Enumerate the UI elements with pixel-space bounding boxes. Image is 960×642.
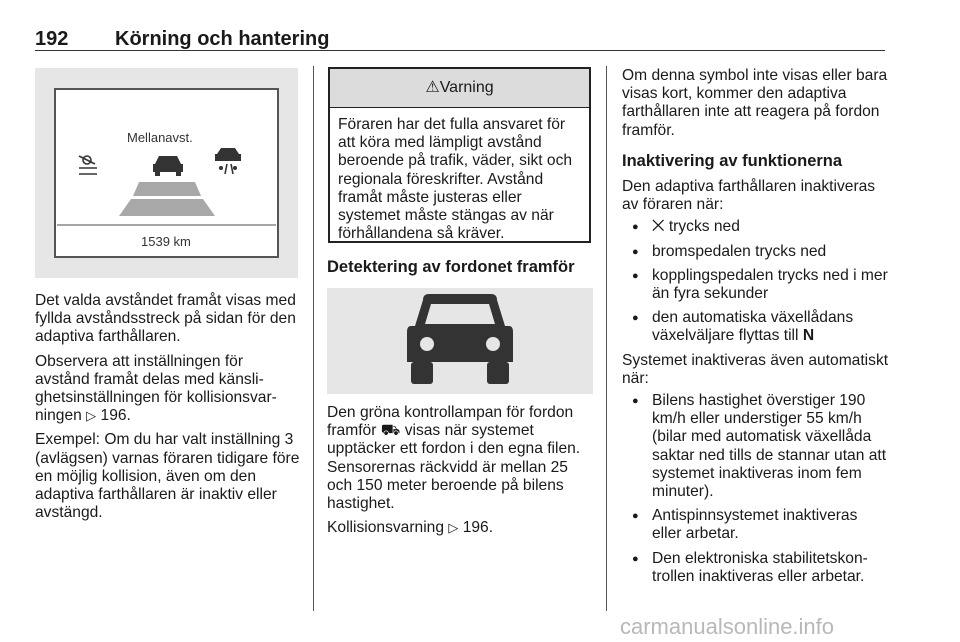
- header-rule: [35, 50, 885, 51]
- list-item: ● Den elektroniska stabilitetskontrollen inaktiveras eller arbetar.: [622, 550, 890, 586]
- column-1: [35, 292, 301, 528]
- deactivation-auto-list: [622, 392, 890, 586]
- column-divider-1: [313, 66, 314, 611]
- warning-text: Föraren har det fulla ansvaret för att köra med lämpligt avstånd beroende på trafik, väder, sikt och regionala föreskrifter. Avstånd framåt måste justeras eller systemet måste stängas av när förhållandena så kräver.: [338, 116, 573, 243]
- car-front-icon: [327, 288, 593, 394]
- warning-icon: ⚠: [425, 79, 440, 96]
- list-item: ● den automatiska växellådans växelväljare flyttas till N: [622, 309, 890, 345]
- warning-box: [328, 67, 591, 243]
- deactivation-driver-list: [622, 218, 890, 345]
- display-label: Mellanavst.: [127, 130, 193, 145]
- warning-header: [330, 69, 589, 108]
- car-icon: ⛟: [380, 422, 401, 440]
- heading-vehicle-detection: Detektering av fordonet framför: [327, 258, 575, 276]
- paragraph: Den adaptiva farthållaren inaktiveras av föraren när:: [622, 178, 876, 214]
- paragraph: Exempel: Om du har valt inställning 3 (avlägsen) varnas föraren tidigare före en möjlig kollision, även om den adaptiva farthållaren är inaktiv eller avstängd.: [35, 431, 300, 522]
- page-reference-link[interactable]: 196.: [100, 407, 131, 425]
- paragraph: Om denna symbol inte visas eller bara visas kort, kommer den adaptiva farthållaren inte att reagera på fordon framför.: [622, 67, 888, 139]
- paragraph: Kollisionsvarning ▷ 196.: [327, 519, 494, 537]
- cruise-control-button-icon: ⨉: [652, 218, 665, 236]
- vehicle-symbol-figure: [327, 288, 593, 394]
- distance-display-figure: [35, 68, 298, 278]
- paragraph: Systemet inaktiveras även automatiskt när:: [622, 351, 889, 387]
- column-2: [327, 404, 595, 543]
- list-item: ● Bilens hastighet överstiger 190 km/h eller understiger 55 km/h (bilar med automatisk växellåda saktar ned tills de stannar utan att systemet inaktiveras inom fem minuter).: [622, 392, 890, 501]
- distance-bar-2: [119, 199, 215, 216]
- column-3: [622, 67, 890, 592]
- heading-deactivation: Inaktivering av funktionerna: [622, 151, 843, 170]
- list-item: ● Antispinnsystemet inaktiveras eller arbetar.: [622, 507, 890, 543]
- odometer-value: 1539 km: [141, 234, 191, 249]
- watermark: carmanualsonline.info: [620, 614, 835, 639]
- paragraph: Observera att inställningen för avstånd framåt delas med känslighetsinställningen för kollisionsvarningen ▷ 196.: [35, 352, 277, 425]
- list-item: ● kopplingspedalen trycks ned i mer än fyra sekunder: [622, 267, 890, 303]
- column-divider-2: [606, 66, 607, 611]
- list-item: ● ⨉ trycks ned: [622, 218, 890, 236]
- warning-title: Varning: [439, 79, 494, 96]
- reference-arrow-icon: ▷: [448, 520, 459, 536]
- display-illustration: [35, 68, 298, 278]
- paragraph: Det valda avståndet framåt visas med fyllda avståndsstreck på sidan för den adaptiva farthållaren.: [35, 292, 296, 346]
- page-reference-link[interactable]: 196.: [462, 519, 494, 537]
- section-title: Körning och hantering: [115, 28, 330, 50]
- list-item: ● bromspedalen trycks ned: [622, 243, 890, 261]
- page-number: 192: [35, 28, 69, 50]
- distance-bar-1: [133, 182, 201, 196]
- page-header: [35, 28, 885, 52]
- reference-arrow-icon: ▷: [86, 408, 97, 424]
- paragraph: Den gröna kontrollampan för fordon framför ⛟ visas när systemet upptäcker ett fordon i den egna filen. Sensorernas räckvidd är mellan 25 och 150 meter beroende på bilens hastighet.: [327, 404, 581, 513]
